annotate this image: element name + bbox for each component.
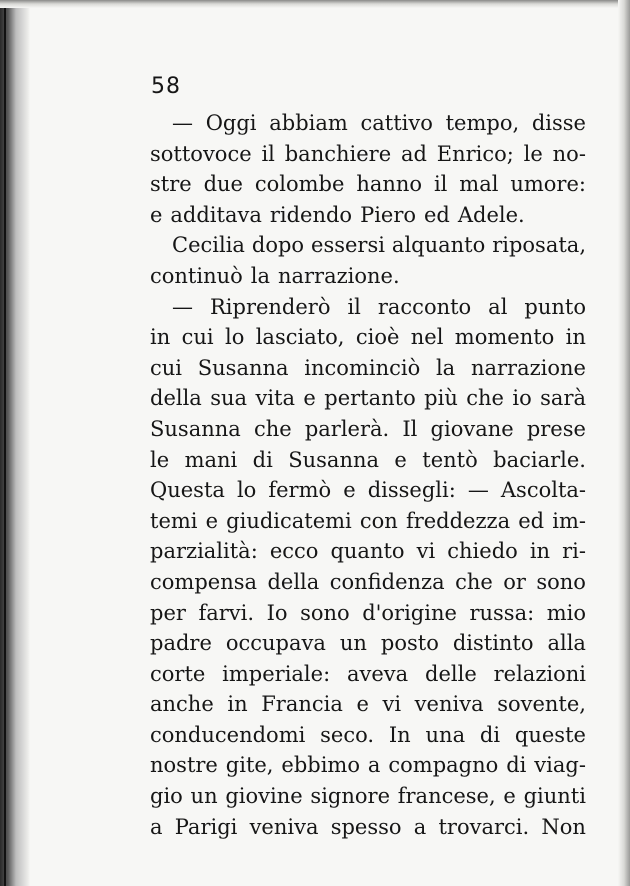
scan-right-edge [618, 0, 630, 886]
word: lo [236, 478, 257, 503]
scan-top-edge [0, 0, 630, 8]
word: e [394, 447, 407, 472]
word: alquanto [391, 233, 486, 258]
word: additava [170, 202, 262, 227]
word: distinto [452, 631, 534, 656]
word: vi [382, 692, 402, 717]
word: seco. [320, 722, 375, 747]
word: lo [224, 325, 245, 350]
word: posto [380, 631, 439, 656]
word: stre [150, 172, 192, 197]
word: padre [150, 631, 212, 656]
word: mio [546, 600, 586, 625]
word: francese, [397, 784, 496, 809]
text-line [150, 750, 586, 781]
word: Non [541, 814, 586, 839]
word: giunti [523, 784, 586, 809]
word: riposata, [492, 233, 586, 258]
word: pertanto [324, 386, 416, 411]
word: nostre [150, 753, 218, 778]
word: giudicatemi [226, 508, 352, 533]
word: e [303, 386, 316, 411]
word: ridendo [269, 202, 353, 227]
word: momento [454, 325, 555, 350]
word: sarà [540, 386, 586, 411]
word: freddezza [405, 508, 511, 533]
word: compagno [388, 753, 499, 778]
word: giovane [430, 416, 514, 441]
word: una [425, 722, 466, 747]
word: parlerà. [304, 416, 390, 441]
word: continuò [150, 263, 243, 288]
word: spesso [330, 814, 402, 839]
word: di [479, 722, 501, 747]
word: imperiale: [222, 661, 331, 686]
word: d'origine [362, 600, 457, 625]
word: e [205, 508, 219, 533]
text-line [150, 108, 586, 139]
word: un [339, 631, 367, 656]
word: io [512, 386, 532, 411]
word: dopo [251, 233, 305, 258]
word: Parigi [174, 814, 238, 839]
word: racconto [377, 294, 472, 319]
text-line [150, 230, 586, 261]
word: che [455, 569, 493, 594]
word: banchiere [284, 141, 392, 166]
text-line [150, 720, 586, 751]
word: anche [150, 692, 214, 717]
word: veniva [249, 814, 319, 839]
word: al [488, 294, 508, 319]
text-line [150, 445, 586, 476]
word: no- [552, 141, 586, 166]
word: in [529, 539, 551, 564]
text-line [150, 812, 586, 843]
word: Francia [261, 692, 343, 717]
word: e [150, 202, 163, 227]
word: della [267, 569, 320, 594]
word: narrazione. [277, 263, 400, 288]
word: Ascolta- [500, 478, 586, 503]
text-line [150, 261, 586, 292]
word: della [150, 386, 202, 411]
word: compensa [150, 569, 258, 594]
word: Adele. [457, 202, 525, 227]
word: alla [547, 631, 586, 656]
text-line [150, 200, 586, 231]
word: veniva [414, 692, 484, 717]
word: le [523, 141, 543, 166]
word: viag- [534, 753, 586, 778]
word: Oggi [205, 111, 257, 135]
word: nel [410, 325, 444, 350]
word: Questa [150, 478, 225, 503]
word: — [467, 478, 489, 503]
text-line [150, 353, 586, 384]
word: In [388, 722, 411, 747]
text-line [150, 598, 586, 629]
word: hanno [356, 172, 423, 197]
word: signore [310, 784, 390, 809]
word: Susanna [150, 416, 241, 441]
word: ri- [562, 539, 586, 564]
word: dissegli: [367, 478, 456, 503]
text-line [150, 139, 586, 170]
text-line [150, 475, 586, 506]
word: occupava [225, 631, 326, 656]
word: colombe [254, 172, 345, 197]
word: sovente, [497, 692, 586, 717]
word: ad [400, 141, 427, 166]
word: più [424, 386, 458, 411]
word: la [435, 355, 456, 380]
word: sono [536, 569, 586, 594]
word: Cecilia [172, 233, 245, 258]
word: per [150, 600, 186, 625]
word: ecco [269, 539, 319, 564]
word: a [150, 814, 163, 839]
word: Io [266, 600, 288, 625]
word: narrazione [470, 355, 586, 380]
text-line [150, 414, 586, 445]
word: e [503, 784, 516, 809]
word: di [252, 447, 273, 472]
word: fermò [268, 478, 332, 503]
word: prese [526, 416, 586, 441]
word: sono [300, 600, 350, 625]
word: tentò [422, 447, 478, 472]
page-number: 58 [151, 74, 181, 99]
text-line [150, 567, 586, 598]
word: cattivo [360, 111, 433, 135]
text-line [150, 169, 586, 200]
word: incominciò [304, 355, 421, 380]
text-line [150, 292, 586, 323]
word: e [356, 692, 369, 717]
word: cui [150, 355, 183, 380]
word: gite, [225, 753, 274, 778]
word: or [503, 569, 526, 594]
word: parzialità: [150, 539, 258, 564]
word: umore: [510, 172, 586, 197]
word: con [359, 508, 398, 533]
word: conducendomi [150, 722, 306, 747]
word: abbiam [269, 111, 348, 135]
word: due [203, 172, 243, 197]
word: Enrico; [436, 141, 514, 166]
word: im- [552, 508, 586, 533]
word: di [506, 753, 527, 778]
text-line [150, 628, 586, 659]
word: il [433, 172, 448, 197]
word: — [172, 111, 193, 135]
word: tempo, [445, 111, 520, 135]
word: le [150, 447, 170, 472]
word: che [253, 416, 292, 441]
word: punto [524, 294, 586, 319]
word: e [343, 478, 356, 503]
word: aveva [347, 661, 409, 686]
word: un [190, 784, 218, 809]
word: ed [424, 202, 450, 227]
word: giovine [225, 784, 303, 809]
word: la [250, 263, 270, 288]
text-line [150, 536, 586, 567]
word: russa: [469, 600, 535, 625]
text-line [150, 322, 586, 353]
word: mani [184, 447, 238, 472]
text-line [150, 781, 586, 812]
word: che [466, 386, 504, 411]
word: a [367, 753, 381, 778]
word: delle [425, 661, 477, 686]
word: gio [150, 784, 183, 809]
word: lasciato, [255, 325, 345, 350]
word: vi [416, 539, 436, 564]
word: corte [150, 661, 206, 686]
word: in [227, 692, 248, 717]
word: Susanna [288, 447, 380, 472]
word: mal [459, 172, 499, 197]
word: — [172, 294, 193, 319]
word: quanto [330, 539, 405, 564]
text-line [150, 689, 586, 720]
word: temi [150, 508, 198, 533]
word: relazioni [493, 661, 586, 686]
word: a [413, 814, 427, 839]
word: trovarci. [438, 814, 530, 839]
word: confidenza [329, 569, 445, 594]
word: Riprenderò [209, 294, 331, 319]
word: cui [181, 325, 214, 350]
body-text [150, 108, 586, 842]
word: il [347, 294, 361, 319]
word: chiedo [447, 539, 518, 564]
word: essersi [311, 233, 385, 258]
word: ebbimo [281, 753, 360, 778]
word: Il [402, 416, 418, 441]
word: in [565, 325, 586, 350]
word: sua [210, 386, 248, 411]
word: disse [531, 111, 586, 135]
word: Susanna [197, 355, 289, 380]
text-line [150, 506, 586, 537]
text-line [150, 659, 586, 690]
word: in [150, 325, 171, 350]
word: farvi. [198, 600, 255, 625]
word: vita [255, 386, 296, 411]
word: Piero [360, 202, 417, 227]
word: ed [518, 508, 545, 533]
word: sottovoce [150, 141, 252, 166]
word: il [261, 141, 275, 166]
word: queste [514, 722, 586, 747]
word: baciarle. [493, 447, 586, 472]
text-line [150, 383, 586, 414]
word: cioè [355, 325, 400, 350]
scan-gutter-line [4, 0, 6, 886]
